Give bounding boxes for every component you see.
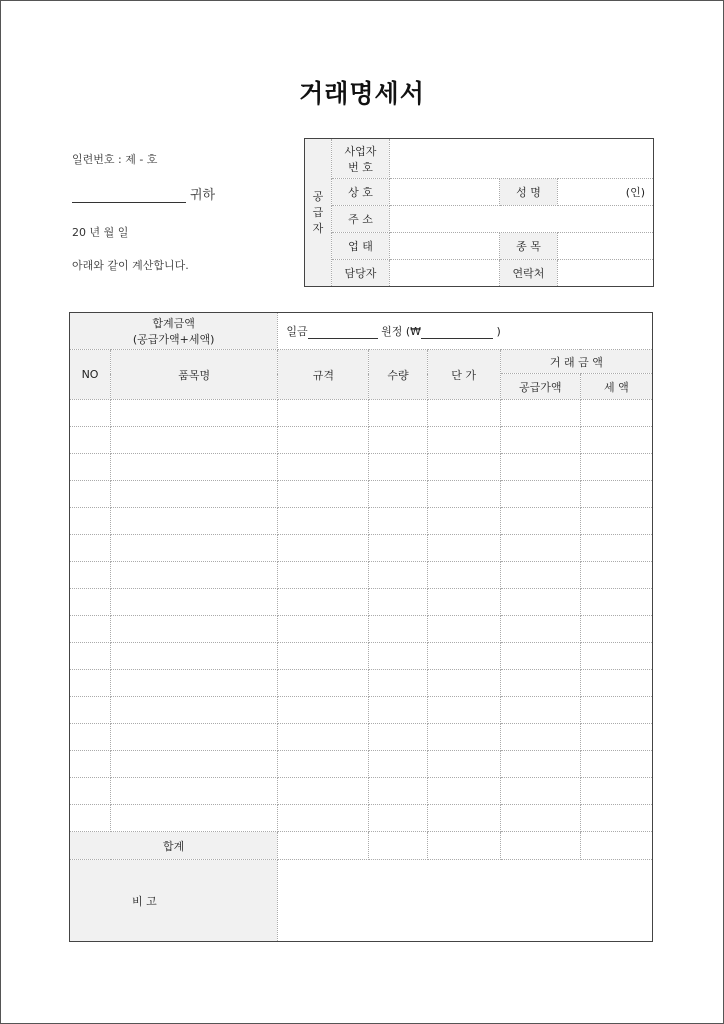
address-label: 주 소 — [332, 206, 390, 233]
table-row[interactable] — [70, 589, 653, 616]
table-row[interactable] — [70, 535, 653, 562]
manager-value[interactable] — [390, 260, 500, 287]
total-amount-line[interactable] — [278, 313, 653, 350]
total-prefix: 일금 — [286, 325, 308, 338]
total-suffix: ) — [496, 325, 501, 338]
table-row[interactable] — [70, 724, 653, 751]
supplier-table — [304, 138, 654, 287]
address-value[interactable] — [390, 206, 654, 233]
col-spec-header: 규격 — [278, 350, 369, 400]
col-item-header: 품목명 — [111, 350, 278, 400]
sum-label: 합계 — [70, 832, 278, 860]
table-row[interactable] — [70, 400, 653, 427]
recipient-line[interactable] — [72, 184, 215, 203]
sum-price[interactable] — [427, 832, 500, 860]
sum-supply[interactable] — [500, 832, 580, 860]
table-row[interactable] — [70, 805, 653, 832]
remarks-value[interactable] — [278, 860, 653, 942]
total-korean-blank[interactable] — [308, 328, 378, 339]
contact-label: 연락처 — [500, 260, 558, 287]
table-row[interactable] — [70, 643, 653, 670]
date-line: 20 년 월 일 — [72, 226, 129, 239]
col-tax-header: 세 액 — [580, 374, 652, 400]
table-row[interactable] — [70, 427, 653, 454]
items-table — [69, 312, 653, 942]
table-row[interactable] — [70, 778, 653, 805]
total-amount-label: 합계금액 (공급가액+세액) — [70, 313, 278, 350]
item-type-value[interactable] — [558, 233, 654, 260]
sum-spec[interactable] — [278, 832, 369, 860]
col-qty-header: 수량 — [369, 350, 427, 400]
table-row[interactable] — [70, 751, 653, 778]
total-won-blank[interactable] — [421, 328, 493, 339]
biz-no-label: 사업자 번 호 — [332, 139, 390, 179]
item-type-label: 종 목 — [500, 233, 558, 260]
calc-note: 아래와 같이 계산합니다. — [72, 259, 189, 272]
col-no-header: NO — [70, 350, 111, 400]
col-supply-header: 공급가액 — [500, 374, 580, 400]
document-title: 거래명세서 — [299, 79, 425, 108]
col-price-header: 단 가 — [427, 350, 500, 400]
manager-label: 담당자 — [332, 260, 390, 287]
recipient-suffix: 귀하 — [190, 188, 216, 203]
sum-qty[interactable] — [369, 832, 427, 860]
table-row[interactable] — [70, 562, 653, 589]
table-row[interactable] — [70, 454, 653, 481]
sum-tax[interactable] — [580, 832, 652, 860]
remarks-label: 비 고 — [70, 860, 278, 942]
total-mid: 원정 (₩ — [381, 325, 422, 338]
company-label: 상 호 — [332, 179, 390, 206]
table-row[interactable] — [70, 616, 653, 643]
business-type-value[interactable] — [390, 233, 500, 260]
business-type-label: 업 태 — [332, 233, 390, 260]
table-row[interactable] — [70, 508, 653, 535]
name-label: 성 명 — [500, 179, 558, 206]
table-row[interactable] — [70, 481, 653, 508]
table-row[interactable] — [70, 697, 653, 724]
supplier-side-label: 공급자 — [305, 139, 332, 287]
col-amount-header: 거 래 금 액 — [500, 350, 652, 374]
serial-number: 일련번호 : 제 - 호 — [72, 153, 158, 166]
company-value[interactable] — [390, 179, 500, 206]
recipient-blank[interactable] — [72, 192, 186, 203]
biz-no-value[interactable] — [390, 139, 654, 179]
table-row[interactable] — [70, 670, 653, 697]
item-rows — [70, 400, 653, 832]
contact-value[interactable] — [558, 260, 654, 287]
seal-mark: (인) — [558, 179, 654, 206]
